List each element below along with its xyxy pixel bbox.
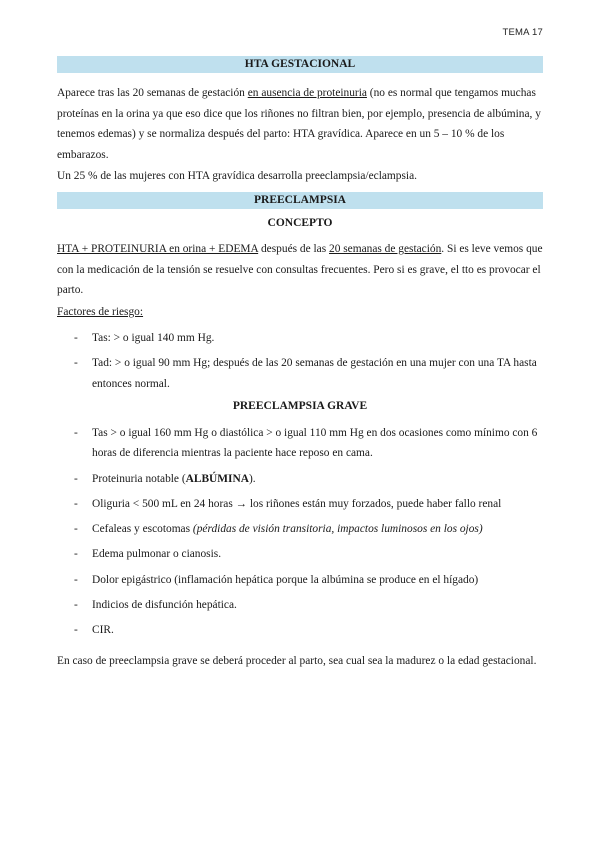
concepto-underlined-2: 20 semanas de gestación [329,243,442,255]
hta-text-b: (no es normal que tengamos muchas proteínas en la orina ya que eso dice que los riñones no filtran bien, por ejemplo, presencia de albúmina, y tenemos edemas) y se normaliza después del parto: HTA gravídica. Aparece en un 5 – 10 % de los embarazos. [57,87,541,161]
list-item [57,469,543,489]
dash-bullet: - [74,427,78,439]
grave-item-3-text: Oliguria < 500 mL en 24 horas → los riñones están muy forzados, puede haber fallo renal [92,497,502,510]
dash-bullet: - [74,523,78,536]
hta-text-underlined: en ausencia de proteinuria [247,87,367,99]
grave-item-1-text: Tas > o igual 160 mm Hg o diastólica > o igual 110 mm Hg en dos ocasiones como mínimo con 6 horas de diferencia mientras la paciente hace reposo en cama. [92,427,538,460]
list-item [57,620,543,640]
hta-gestacional-paragraph [57,83,543,165]
grave-item-7-text: Indicios de disfunción hepática. [92,599,237,612]
dash-bullet: - [74,624,78,637]
list-item [57,544,543,564]
page-header-tema: TEMA 17 [502,27,543,38]
subheading-concepto: CONCEPTO [267,217,333,229]
factores-riesgo-list [57,328,543,394]
conclusion-paragraph: En caso de preeclampsia grave se deberá proceder al parto, sea cual sea la madurez o la edad gestacional. [57,655,537,667]
concepto-paragraph [57,239,543,301]
dash-bullet: - [74,548,78,561]
list-item [57,328,543,348]
concepto-text-a: después de las [258,243,329,255]
dash-bullet: - [74,573,78,586]
dash-bullet: - [74,357,78,370]
factor-1-text: Tas: > o igual 140 mm Hg. [92,332,215,344]
hta-gestacional-paragraph-2: Un 25 % de las mujeres con HTA gravídica desarrolla preeclampsia/eclampsia. [57,170,417,182]
section-title-hta-gestacional: HTA GESTACIONAL [57,56,543,73]
factor-2-text: Tad: > o igual 90 mm Hg; después de las 20 semanas de gestación en una mujer con una TA hasta entonces normal. [92,357,537,390]
grave-item-6-text: Dolor epigástrico (inflamación hepática porque la albúmina se produce en el hígado) [92,573,479,586]
section-title-preeclampsia: PREECLAMPSIA [57,192,543,209]
list-item [57,570,543,590]
concepto-underlined-1: HTA + PROTEINURIA en orina + EDEMA [57,243,259,255]
grave-item-4-italic: (pérdidas de visión transitoria, impactos luminosos en los ojos) [192,523,483,536]
grave-item-2-bold: ALBÚMINA [185,472,249,485]
list-item [57,519,543,539]
list-item [57,353,543,394]
grave-item-8-text: CIR. [92,624,114,637]
dash-bullet: - [74,472,78,485]
list-item [57,494,543,514]
subheading-preeclampsia-grave: PREECLAMPSIA GRAVE [232,400,368,412]
grave-item-2-text-a: Proteinuria notable ( [92,472,186,485]
grave-item-2-text-c: ). [248,472,256,485]
dash-bullet: - [74,599,78,612]
list-item [57,595,543,615]
hta-text-a: Aparece tras las 20 semanas de gestación [57,87,248,99]
dash-bullet: - [74,497,78,510]
grave-item-5-text: Edema pulmonar o cianosis. [92,548,222,561]
grave-item-4-text-a: Cefaleas y escotomas [92,523,193,536]
factores-riesgo-title: Factores de riesgo: [57,306,144,318]
dash-bullet: - [74,332,78,344]
preeclampsia-grave-list [57,423,543,641]
list-item [57,423,543,464]
concepto-text-b: . Si es leve vemos que con la medicación de la tensión se resuelve con consultas frecuentes. Pero si es grave, el tto es provocar el parto. [57,243,543,297]
